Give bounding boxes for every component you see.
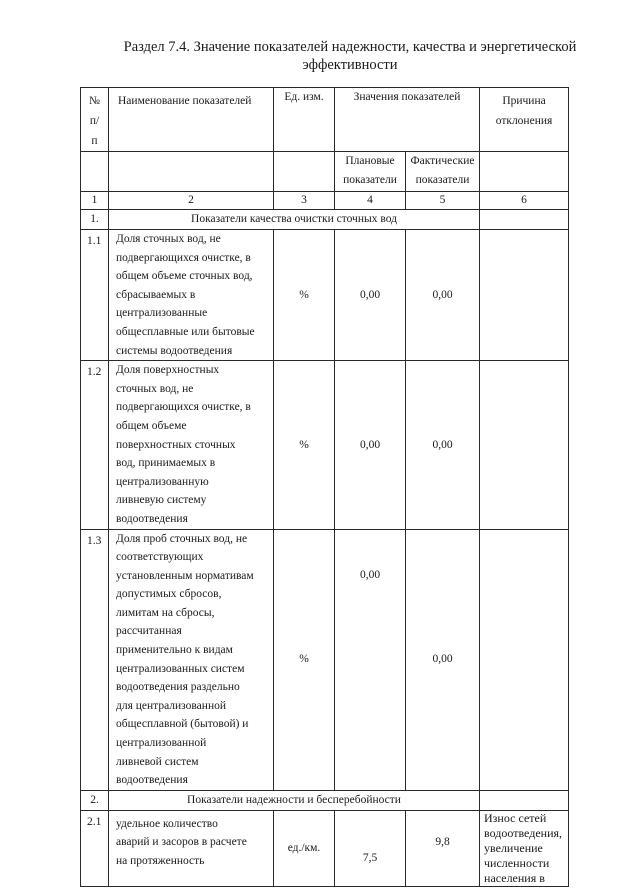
header-reason: [480, 88, 569, 152]
row-name-line: общесплавной (бытовой) и: [116, 718, 249, 731]
table-row: [81, 810, 569, 886]
section-empty: [480, 210, 569, 230]
header-actual-line: Фактические: [410, 155, 475, 167]
header-values: Значения показателей: [335, 88, 480, 152]
row-name-line: водоотведения: [116, 512, 188, 525]
row-name-line: Доля сточных вод, не: [116, 233, 221, 245]
header-actual: [406, 152, 480, 192]
indicators-table: [80, 87, 569, 887]
row-reason-line: численности: [484, 855, 550, 870]
row-number: 1.3: [81, 529, 109, 790]
section-title: Показатели качества очистки сточных вод: [109, 210, 480, 230]
row-name-line: сбрасываемых в: [116, 288, 196, 301]
header-num-line: п/: [89, 115, 100, 127]
header-reason-line: отклонения: [495, 115, 553, 127]
row-name-line: ливневой систем: [116, 755, 199, 768]
header-actual-line: показатели: [415, 173, 470, 186]
row-unit: %: [274, 361, 335, 529]
section-title: Показатели надежности и бесперебойности: [109, 790, 480, 810]
header-row-1: [81, 88, 569, 152]
row-name: [109, 529, 274, 790]
header-empty: [274, 152, 335, 192]
header-empty: [81, 152, 109, 192]
row-unit: %: [274, 230, 335, 361]
row-actual: 0,00: [406, 230, 480, 361]
section-row: [81, 210, 569, 230]
row-name-line: на протяженность: [116, 855, 205, 867]
row-reason: [480, 810, 569, 886]
header-row-2: [81, 152, 569, 192]
row-planned: 0,00: [335, 361, 406, 529]
row-name-line: удельное количество: [116, 817, 218, 830]
header-num: [81, 88, 109, 152]
row-number: 2.1: [81, 810, 109, 886]
row-name-line: лимитам на сбросы,: [116, 606, 215, 619]
column-number-row: [81, 192, 569, 210]
row-name-line: общесплавные или бытовые: [116, 325, 255, 338]
row-name-line: для централизованной: [116, 699, 227, 712]
header-planned-line: Плановые: [345, 155, 395, 167]
header-empty: [109, 152, 274, 192]
row-reason-line: Износ сетей: [484, 810, 547, 825]
column-number: 5: [406, 192, 480, 210]
row-reason: [480, 230, 569, 361]
header-unit: Ед. изм.: [274, 88, 335, 152]
row-name-line: соответствующих: [116, 551, 204, 564]
row-actual: 0,00: [406, 361, 480, 529]
row-name-line: сточных вод, не: [116, 382, 194, 395]
row-number: 1.2: [81, 361, 109, 529]
page-title: [80, 38, 620, 74]
row-reason-line: увеличение: [484, 840, 543, 855]
row-planned: 0,00: [335, 529, 406, 790]
table-row: [81, 529, 569, 790]
row-name-line: применительно к видам: [116, 644, 233, 657]
header-num-line: п: [91, 135, 98, 147]
column-number: 3: [274, 192, 335, 210]
section-number: 2.: [81, 790, 109, 810]
row-name-line: Доля поверхностных: [116, 364, 220, 377]
row-name-line: подвергающихся очистке, в: [116, 401, 251, 414]
row-name-line: системы водоотведения: [116, 344, 233, 357]
row-name-line: централизованные: [116, 307, 208, 320]
row-name-line: поверхностных сточных: [116, 438, 236, 451]
row-name-line: допустимых сбросов,: [116, 588, 222, 601]
row-name-line: централизованной: [116, 737, 207, 750]
row-name-line: общем объеме сточных вод,: [116, 270, 253, 283]
row-name-line: централизованных систем: [116, 662, 245, 675]
row-name: [109, 810, 274, 886]
row-name-line: вод, принимаемых в: [116, 457, 216, 470]
row-actual: 9,8: [406, 810, 480, 886]
row-actual: 0,00: [406, 529, 480, 790]
row-name-line: ливневую систему: [116, 494, 207, 507]
row-name: [109, 230, 274, 361]
column-number: 1: [81, 192, 109, 210]
row-reason-line: водоотведения,: [484, 825, 563, 840]
row-reason: [480, 361, 569, 529]
header-reason-line: Причина: [502, 95, 546, 107]
row-name-line: аварий и засоров в расчете: [116, 836, 247, 849]
row-unit: %: [274, 529, 335, 790]
row-name-line: централизованную: [116, 475, 209, 488]
column-number: 4: [335, 192, 406, 210]
row-name-line: водоотведения раздельно: [116, 681, 240, 694]
row-name-line: водоотведения: [116, 774, 188, 787]
row-name-line: Доля проб сточных вод, не: [116, 532, 248, 545]
row-planned: 0,00: [335, 230, 406, 361]
section-empty: [480, 790, 569, 810]
row-name-line: общем объеме: [116, 419, 187, 432]
table-row: [81, 361, 569, 529]
row-number: 1.1: [81, 230, 109, 361]
row-name: [109, 361, 274, 529]
header-num-line: №: [89, 95, 100, 107]
row-name-line: рассчитанная: [116, 625, 182, 638]
title-line-2: эффективности: [302, 57, 398, 73]
title-line-1: Раздел 7.4. Значение показателей надежности, качества и энергетической: [123, 39, 577, 55]
column-number: 2: [109, 192, 274, 210]
row-name-line: подвергающихся очистке, в: [116, 251, 251, 264]
column-number: 6: [480, 192, 569, 210]
row-planned: 7,5: [335, 810, 406, 886]
row-reason-line: населения в: [484, 870, 545, 885]
table-row: [81, 230, 569, 361]
row-name-line: установленным нормативам: [116, 569, 254, 582]
header-planned: [335, 152, 406, 192]
header-empty: [480, 152, 569, 192]
row-reason: [480, 529, 569, 790]
row-unit: ед./км.: [274, 810, 335, 886]
section-number: 1.: [81, 210, 109, 230]
header-planned-line: показатели: [343, 173, 397, 186]
header-name: Наименование показателей: [109, 88, 274, 152]
section-row: [81, 790, 569, 810]
